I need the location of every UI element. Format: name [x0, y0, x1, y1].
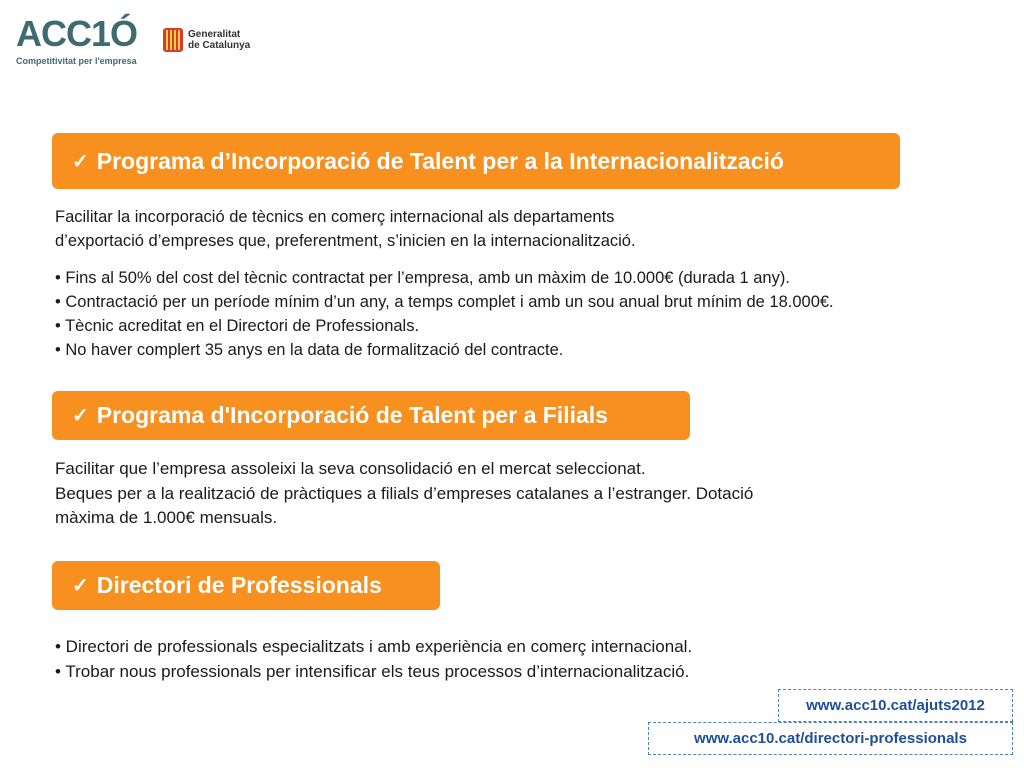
link-ajuts2012[interactable] [778, 689, 1013, 722]
generalitat-line1: Generalitat [188, 29, 241, 40]
link-directori-professionals[interactable] [648, 722, 1013, 755]
section-header-directori [52, 561, 440, 610]
section-intro [55, 205, 636, 253]
intro-line: Facilitar la incorporació de tècnics en comerç internacional als departaments [55, 208, 615, 226]
bullet-item: • Directori de professionals especialitzats i amb experiència en comerç internacional. [55, 637, 693, 656]
section-title: Programa d'Incorporació de Talent per a Filials [96, 402, 608, 428]
generalitat-logo [163, 28, 250, 52]
section-description [55, 457, 753, 531]
bullet-item: • No haver complert 35 anys en la data de formalització del contracte. [55, 341, 564, 359]
section-bullets [55, 635, 692, 684]
link-text[interactable]: www.acc10.cat/directori-professionals [694, 730, 967, 747]
bullet-item: • Contractació per un període mínim d’un any, a temps complet i amb un sou anual brut mínim de 18.000€. [55, 293, 834, 311]
section-title: Programa d’Incorporació de Talent per a la Internacionalització [96, 147, 784, 174]
bullet-item: • Trobar nous professionals per intensificar els teus processos d’internacionalització. [55, 661, 690, 681]
description-line: màxima de 1.000€ mensuals. [55, 508, 278, 527]
bullet-item: • Tècnic acreditat en el Directori de Professionals. [55, 317, 420, 335]
section-title: Directori de Professionals [96, 572, 382, 598]
acc10-tagline: Competitivitat per l'empresa [16, 56, 137, 66]
section-header-talent-internacionalitzacio [52, 133, 900, 189]
generalitat-text [188, 29, 250, 51]
checkmark-icon: ✓ [72, 150, 89, 173]
bullet-item: • Fins al 50% del cost del tècnic contractat per l’empresa, amb un màxim de 10.000€ (durada 1 any). [55, 269, 790, 287]
intro-line: d’exportació d’empreses que, preferentment, s’inicien en la internacionalització. [55, 232, 636, 250]
acc10-wordmark: ACC1Ó [16, 13, 138, 54]
checkmark-icon: ✓ [72, 575, 89, 597]
description-line: Beques per a la realització de pràctiques a filials d’empreses catalanes a l’estranger. Dotació [55, 483, 754, 503]
acc10-logo [16, 14, 137, 66]
section-header-talent-filials [52, 391, 690, 440]
generalitat-line2: de Catalunya [188, 40, 251, 51]
section-bullets [55, 266, 834, 362]
description-line: Facilitar que l’empresa assoleixi la seva consolidació en el mercat seleccionat. [55, 459, 646, 478]
checkmark-icon: ✓ [72, 405, 89, 427]
senyera-icon [163, 28, 183, 52]
link-text[interactable]: www.acc10.cat/ajuts2012 [806, 697, 985, 714]
